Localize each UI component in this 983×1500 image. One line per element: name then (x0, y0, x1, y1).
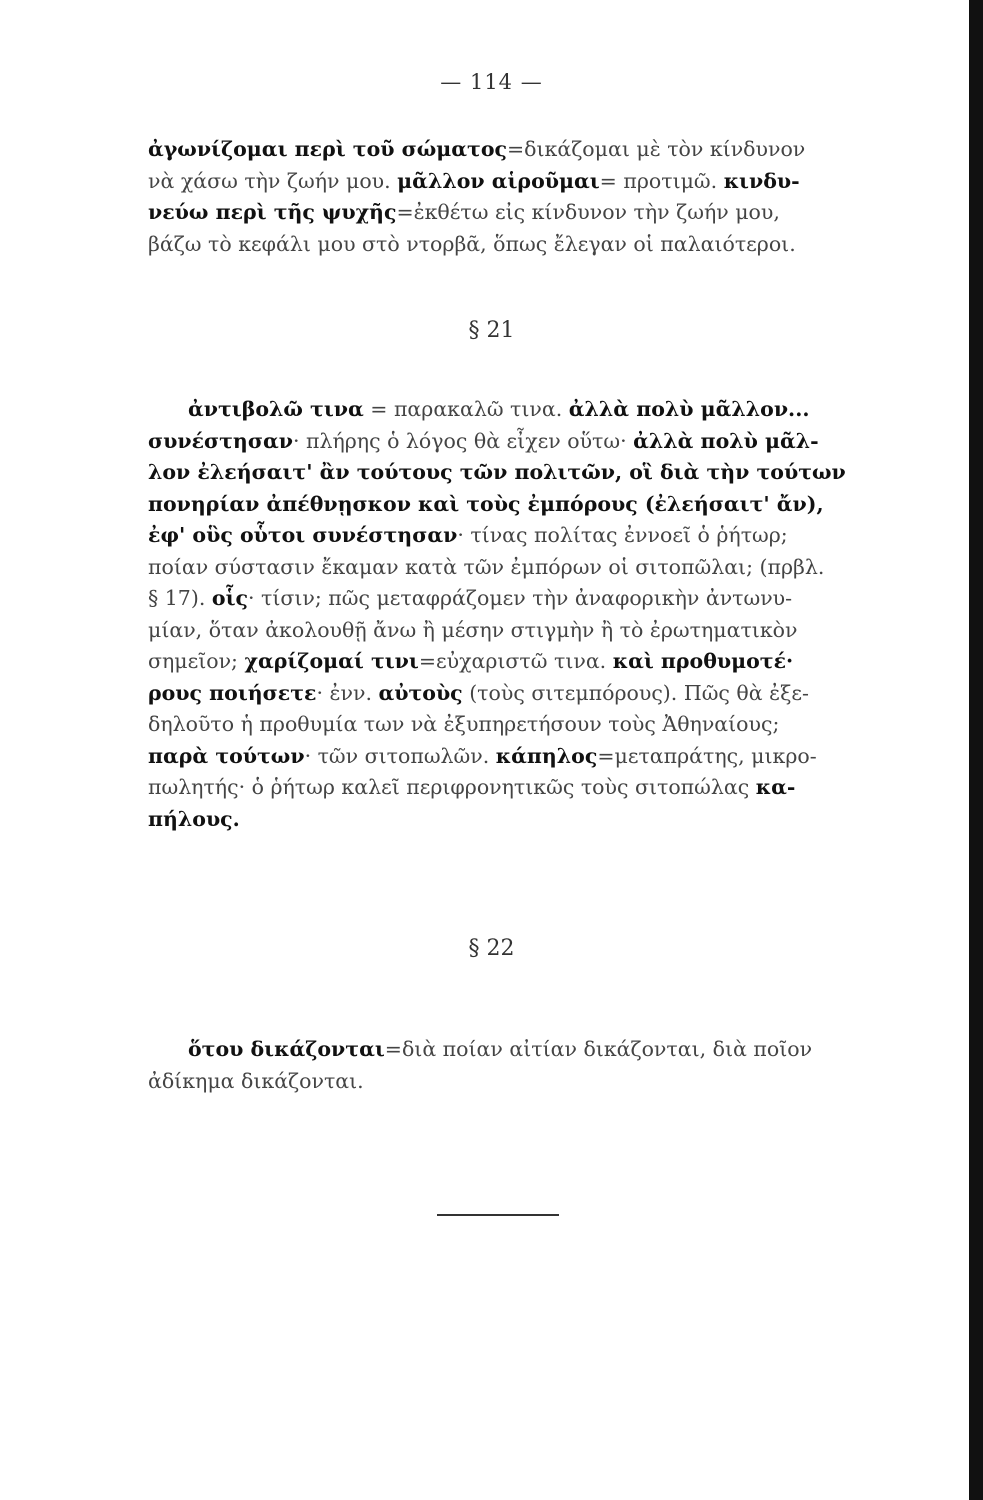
term-bold: ρους ποιήσετε (148, 680, 317, 705)
term-bold: ἐφ' οὓς οὗτοι συνέστησαν (148, 523, 458, 547)
paragraph-section-22 (148, 1034, 908, 1097)
term-bold: ἀγωνίζομαι περὶ τοῦ σώματος (148, 137, 507, 161)
term-bold: νεύω περὶ τῆς ψυχῆς (148, 200, 397, 224)
text-line: ἀγωνίζομαι περὶ τοῦ σώματος=δικάζομαι μὲ τὸν κίνδυνον (148, 137, 806, 161)
term-bold: παρὰ τούτων (148, 743, 305, 768)
scan-edge-bar (969, 0, 983, 1500)
term-bold: κα- (755, 775, 796, 799)
text-line: ἀδίκημα δικάζονται. (148, 1068, 364, 1093)
text-line: ὅτου δικάζονται=διὰ ποίαν αἰτίαν δικάζονται, διὰ ποῖον (188, 1037, 813, 1061)
text-line: δηλοῦτο ἡ προθυμία των νὰ ἐξυπηρετήσουν τοὺς Ἀθηναίους; (148, 712, 780, 736)
text-line: συνέστησαν· πλήρης ὁ λόγος θὰ εἶχεν οὕτω· ἀλλὰ πολὺ μᾶλ- (148, 428, 819, 453)
term-bold: πήλους. (148, 806, 240, 831)
term-bold: ἀλλὰ πολὺ μᾶλλον... (568, 397, 810, 421)
term-bold: κινδυ- (723, 168, 800, 193)
paragraph-continuation (148, 134, 908, 260)
term-bold: ὅτου δικάζονται (188, 1037, 385, 1061)
text-line (148, 489, 908, 521)
text-line: § 17). οἷς· τίσιν; πῶς μεταφράζομεν τὴν ἀναφορικὴν ἀντωνυ- (148, 586, 793, 610)
text-line: παρὰ τούτων· τῶν σιτοπωλῶν. κάπηλος=μεταπράτης, μικρο- (148, 743, 817, 768)
term-bold: μᾶλλον αἱροῦμαι (397, 168, 600, 193)
text-line: πωλητής· ὁ ῥήτωρ καλεῖ περιφρονητικῶς τοὺς σιτοπώλας κα- (148, 775, 796, 799)
term-bold: ἀλλὰ πολὺ μᾶλ- (633, 428, 819, 453)
term-bold: ἀντιβολῶ τινα (188, 397, 364, 421)
term-bold: κάπηλος (495, 743, 598, 768)
text-line: ἀντιβολῶ τινα = παρακαλῶ τινα. ἀλλὰ πολὺ μᾶλλον... (188, 397, 810, 421)
term-bold: λον ἐλεήσαιτ' ἂν τούτους τῶν πολιτῶν, οἳ διὰ τὴν τούτων (148, 460, 846, 484)
term-bold: οἷς (211, 586, 248, 610)
term-bold: αὐτοὺς (378, 680, 463, 705)
text-line: νεύω περὶ τῆς ψυχῆς=ἐκθέτω εἰς κίνδυνον τὴν ζωήν μου, (148, 200, 780, 224)
page-number: — 114 — (440, 70, 543, 94)
term-bold: καὶ προθυμοτέ· (612, 649, 794, 673)
text-line: νὰ χάσω τὴν ζωήν μου. μᾶλλον αἱροῦμαι= προτιμῶ. κινδυ- (148, 168, 800, 193)
text-line: σημεῖον; χαρίζομαί τινι=εὐχαριστῶ τινα. καὶ προθυμοτέ· (148, 649, 794, 673)
text-line: ποίαν σύστασιν ἔκαμαν κατὰ τῶν ἐμπόρων οἱ σιτοπῶλαι; (πρβλ. (148, 554, 825, 579)
paragraph-section-21 (148, 394, 908, 835)
section-heading-22: § 22 (468, 936, 515, 961)
text-line (148, 804, 908, 836)
text-line: μίαν, ὅταν ἀκολουθῇ ἄνω ἢ μέσην στιγμὴν ἢ τὸ ἐρωτηματικὸν (148, 617, 798, 642)
term-bold: πονηρίαν ἀπέθνῃσκον καὶ τοὺς ἐμπόρους (ἐλεήσαιτ' ἄν), (148, 491, 824, 516)
text-line (148, 457, 908, 489)
text-line: ἐφ' οὓς οὗτοι συνέστησαν· τίνας πολίτας ἐννοεῖ ὁ ῥήτωρ; (148, 523, 788, 547)
term-bold: συνέστησαν (148, 428, 293, 453)
section-heading-21: § 21 (468, 318, 515, 343)
text-line: ρους ποιήσετε· ἐνν. αὐτοὺς (τοὺς σιτεμπόρους). Πῶς θὰ ἐξε- (148, 680, 809, 705)
text-line: βάζω τὸ κεφάλι μου στὸ ντορβᾶ, ὅπως ἔλεγαν οἱ παλαιότεροι. (148, 231, 796, 256)
end-rule (437, 1214, 559, 1216)
term-bold: χαρίζομαί τινι (244, 649, 419, 673)
